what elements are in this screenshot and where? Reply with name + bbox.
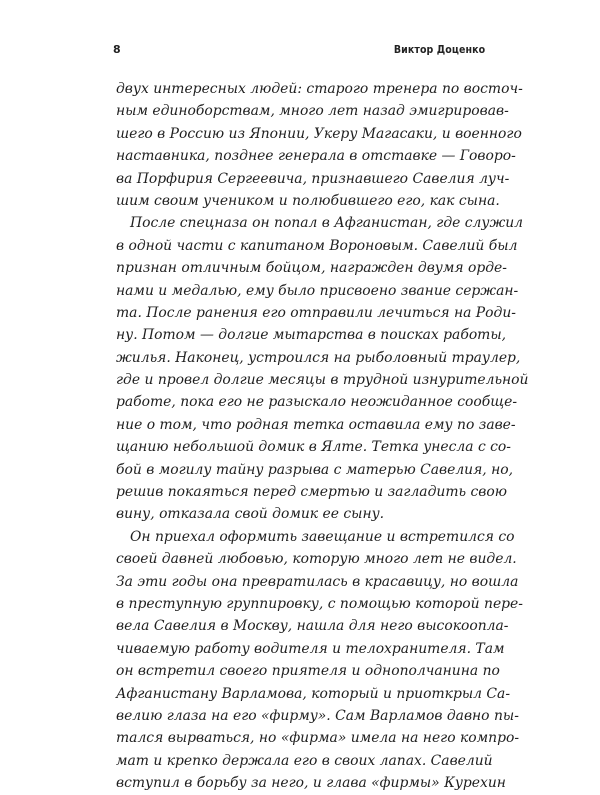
text-line: где и провел долгие месяцы в трудной изнурительной <box>116 372 529 389</box>
text-line: жилья. Наконец, устроился на рыболовный траулер, <box>116 349 521 366</box>
body-text <box>116 78 529 795</box>
text-line: ным единоборствам, много лет назад эмигрировав- <box>116 103 509 120</box>
text-line: вступил в борьбу за него, и глава «фирмы» Курехин <box>116 775 506 792</box>
text-line: мат и крепко держала его в своих лапах. Савелий <box>116 752 493 769</box>
text-line: он встретил своего приятеля и однополчанина по <box>116 663 500 680</box>
text-line: двух интересных людей: старого тренера по восточ- <box>116 81 523 97</box>
page-number: 8 <box>113 43 121 56</box>
text-line: в одной части с капитаном Вороновым. Савелий был <box>116 237 518 254</box>
text-line: бой в могилу тайну разрыва с матерью Савелия, но, <box>116 461 514 478</box>
text-line: вину, отказала свой домик ее сыну. <box>116 506 385 523</box>
text-line: работе, пока его не разыскало неожиданное сообще- <box>116 394 518 411</box>
text-line: тался вырваться, но «фирма» имела на него компро- <box>116 730 520 747</box>
text-line: своей давней любовью, которую много лет не видел. <box>116 551 517 568</box>
text-line: нами и медалью, ему было присвоено звание сержан- <box>116 282 519 299</box>
text-line: После спецназа он попал в Афганистан, где служил <box>130 215 524 232</box>
running-head-author: Виктор Доценко <box>393 43 485 56</box>
text-line: признан отличным бойцом, награжден двумя орде- <box>116 260 507 277</box>
text-line: чиваемую работу водителя и телохранителя. Там <box>116 640 505 657</box>
running-header <box>113 43 485 61</box>
text-line: За эти годы она превратилась в красавицу, но вошла <box>116 573 519 590</box>
text-line: в преступную группировку, с помощью которой пере- <box>116 595 523 612</box>
text-line: та. После ранения его отправили лечиться на Роди- <box>116 304 516 321</box>
text-line: Он приехал оформить завещание и встретился со <box>130 528 515 545</box>
text-line: щанию небольшой домик в Ялте. Тетка унесла с со- <box>116 439 511 456</box>
text-line: Афганистану Варламова, который и приоткрыл Са- <box>116 685 511 702</box>
text-line: ва Порфирия Сергеевича, признавшего Савелия луч- <box>116 170 510 187</box>
text-line: ние о том, что родная тетка оставила ему по заве- <box>116 416 516 433</box>
text-line: решив покаяться перед смертью и загладить свою <box>116 484 507 501</box>
text-line: вела Савелия в Москву, нашла для него высокоопла- <box>116 618 509 635</box>
text-line: ну. Потом — долгие мытарства в поисках работы, <box>116 327 507 344</box>
text-line: наставника, позднее генерала в отставке — Говоро- <box>116 148 516 165</box>
text-line: велию глаза на его «фирму». Сам Варламов давно пы- <box>116 707 519 724</box>
text-line: шим своим учеником и полюбившего его, как сына. <box>116 192 500 209</box>
text-line: шего в Россию из Японии, Укеру Магасаки, и военного <box>116 125 522 142</box>
